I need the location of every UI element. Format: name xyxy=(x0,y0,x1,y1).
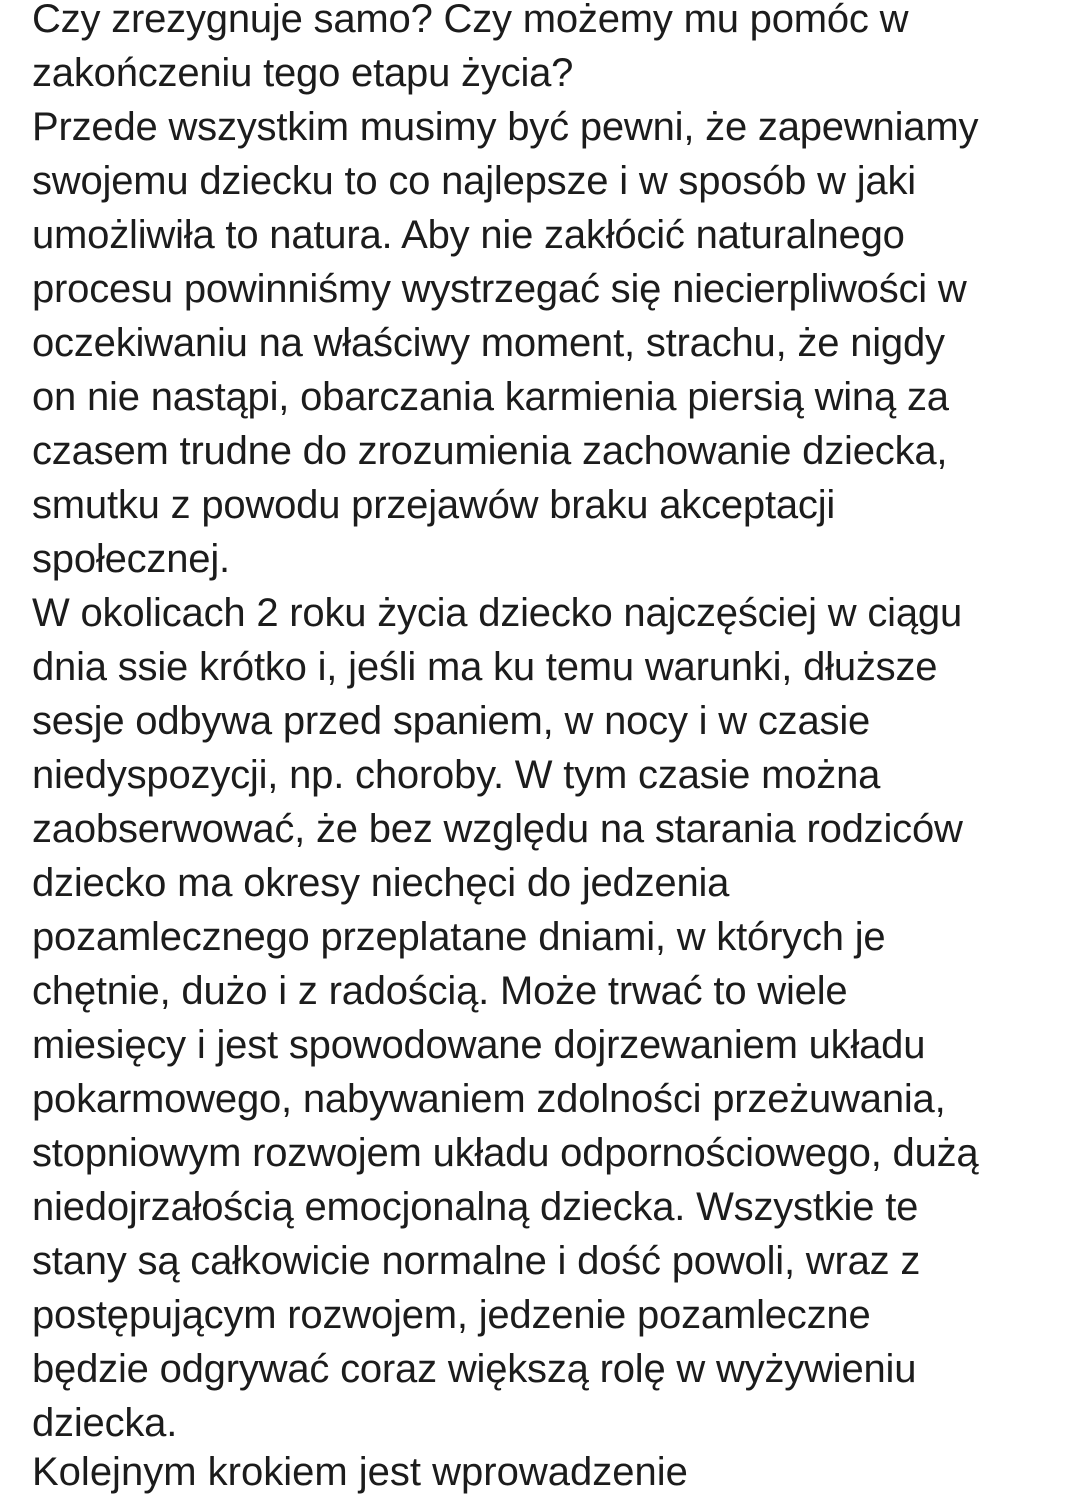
text-line: oczekiwaniu na właściwy moment, strachu, że nigdy xyxy=(32,321,945,365)
post-body-text xyxy=(32,0,1072,1450)
text-line: chętnie, dużo i z radością. Może trwać to wiele xyxy=(32,969,848,1013)
text-line: umożliwiła to natura. Aby nie zakłócić naturalnego xyxy=(32,213,905,257)
text-line: pokarmowego, nabywaniem zdolności przeżuwania, xyxy=(32,1077,946,1121)
text-line: sesje odbywa przed spaniem, w nocy i w czasie xyxy=(32,699,871,743)
text-line: procesu powinniśmy wystrzegać się niecierpliwości w xyxy=(32,267,967,311)
text-line: dziecka. xyxy=(32,1401,178,1445)
text-line: Czy zrezygnuje samo? Czy możemy mu pomóc w xyxy=(32,0,909,41)
text-line: smutku z powodu przejawów braku akceptacji xyxy=(32,483,836,527)
text-line: Przede wszystkim musimy być pewni, że zapewniamy xyxy=(32,105,979,149)
text-line: dnia ssie krótko i, jeśli ma ku temu warunki, dłuższe xyxy=(32,645,938,689)
text-line: zaobserwować, że bez względu na starania rodziców xyxy=(32,807,963,851)
text-line: niedyspozycji, np. choroby. W tym czasie można xyxy=(32,753,881,797)
truncated-text-line xyxy=(32,1450,732,1494)
text-line: miesięcy i jest spowodowane dojrzewaniem układu xyxy=(32,1023,926,1067)
truncated-text: Kolejnym krokiem jest wprowadzenie xyxy=(32,1450,688,1494)
text-line: dziecko ma okresy niechęci do jedzenia xyxy=(32,861,730,905)
text-line: pozamlecznego przeplatane dniami, w których je xyxy=(32,915,886,959)
text-line: zakończeniu tego etapu życia? xyxy=(32,51,574,95)
text-line: W okolicach 2 roku życia dziecko najczęściej w ciągu xyxy=(32,591,962,635)
text-line: stany są całkowicie normalne i dość powoli, wraz z xyxy=(32,1239,921,1283)
text-line: czasem trudne do zrozumienia zachowanie dziecka, xyxy=(32,429,948,473)
text-line: niedojrzałością emocjonalną dziecka. Wszystkie te xyxy=(32,1185,919,1229)
text-line: będzie odgrywać coraz większą rolę w wyżywieniu xyxy=(32,1347,917,1391)
text-line: społecznej. xyxy=(32,537,230,581)
text-line: swojemu dziecku to co najlepsze i w sposób w jaki xyxy=(32,159,916,203)
text-line: on nie nastąpi, obarczania karmienia piersią winą za xyxy=(32,375,949,419)
text-line: stopniowym rozwojem układu odpornościowego, dużą xyxy=(32,1131,979,1175)
text-line: postępującym rozwojem, jedzenie pozamleczne xyxy=(32,1293,871,1337)
